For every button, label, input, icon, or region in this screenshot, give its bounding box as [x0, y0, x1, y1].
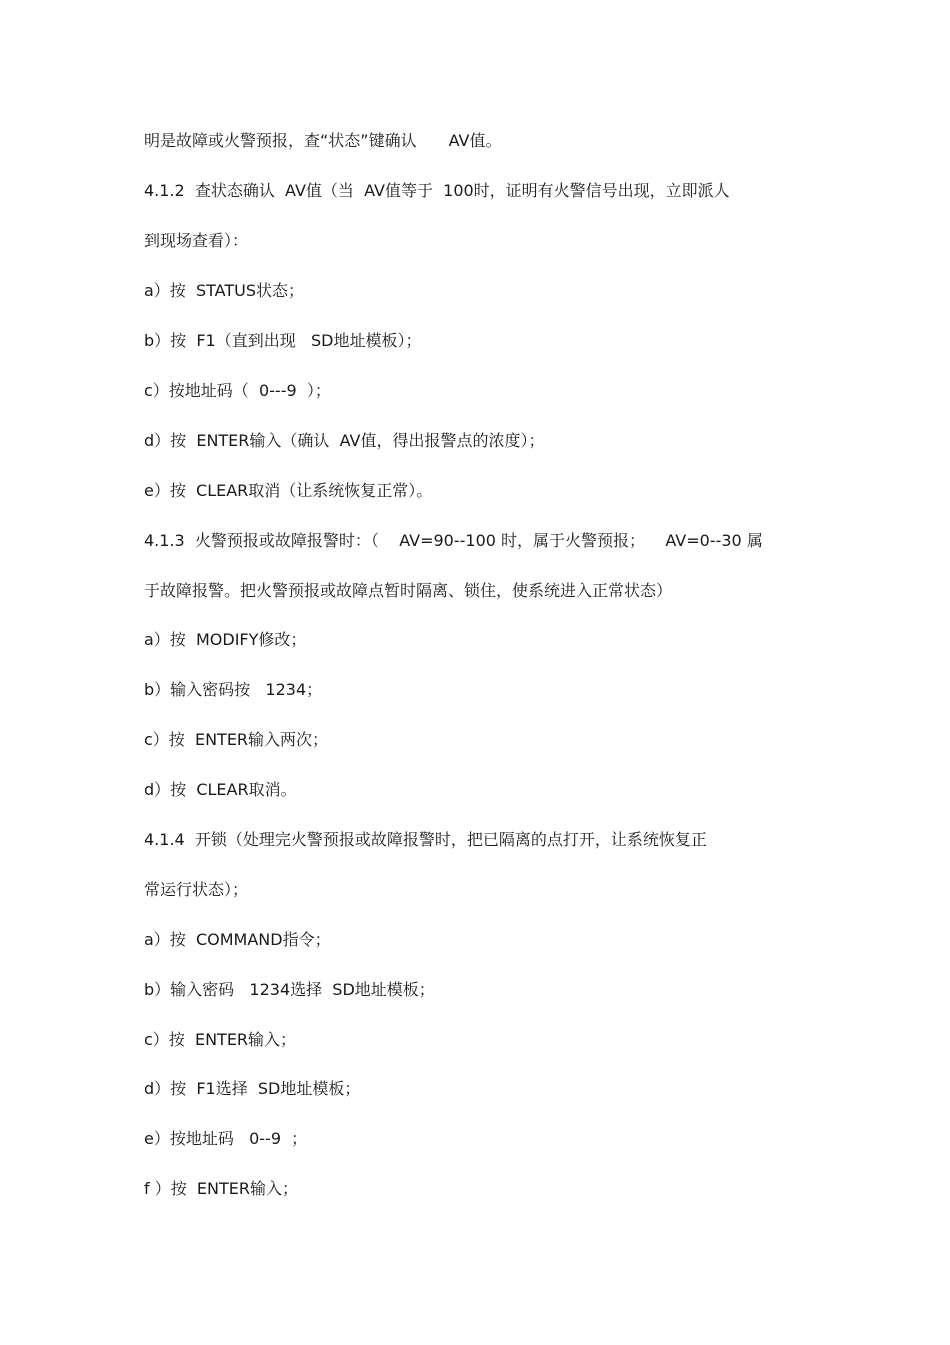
step-a: a）按 STATUS状态；: [144, 281, 305, 300]
section-4-1-3-heading: 4.1.3 火警预报或故障报警时：（ AV=90--100 时，属于火警预报； AV=0--30 属: [144, 531, 763, 550]
section-4-1-4-heading: 4.1.4 开锁（处理完火警预报或故障报警时，把已隔离的点打开，让系统恢复正: [144, 830, 707, 849]
step-c: c）按地址码（ 0---9 ）；: [144, 381, 331, 400]
text-line: 明是故障或火警预报，查“状态”键确认 AV值。: [144, 131, 502, 150]
text-line: 常运行状态）；: [144, 880, 249, 899]
step-e: e）按地址码 0--9 ；: [144, 1129, 308, 1148]
step-d: d）按 F1选择 SD地址模板；: [144, 1079, 361, 1098]
step-f: f ）按 ENTER输入；: [144, 1179, 298, 1198]
section-4-1-2-heading: 4.1.2 查状态确认 AV值（当 AV值等于 100时，证明有火警信号出现，立即派人: [144, 181, 730, 200]
step-d: d）按 CLEAR取消。: [144, 780, 297, 799]
step-b: b）输入密码 1234选择 SD地址模板；: [144, 980, 435, 999]
step-a: a）按 COMMAND指令；: [144, 930, 331, 949]
text-line: 于故障报警。把火警预报或故障点暂时隔离、锁住，使系统进入正常状态）: [144, 581, 673, 600]
step-e: e）按 CLEAR取消（让系统恢复正常）。: [144, 481, 433, 500]
step-c: c）按 ENTER输入；: [144, 1030, 297, 1049]
step-d: d）按 ENTER输入（确认 AV值，得出报警点的浓度）；: [144, 431, 545, 450]
text-line: 到现场查看）：: [144, 231, 249, 250]
step-a: a）按 MODIFY修改；: [144, 630, 307, 649]
step-b: b）按 F1（直到出现 SD地址模板）；: [144, 331, 422, 350]
step-c: c）按 ENTER输入两次；: [144, 730, 329, 749]
step-b: b）输入密码按 1234；: [144, 680, 323, 699]
